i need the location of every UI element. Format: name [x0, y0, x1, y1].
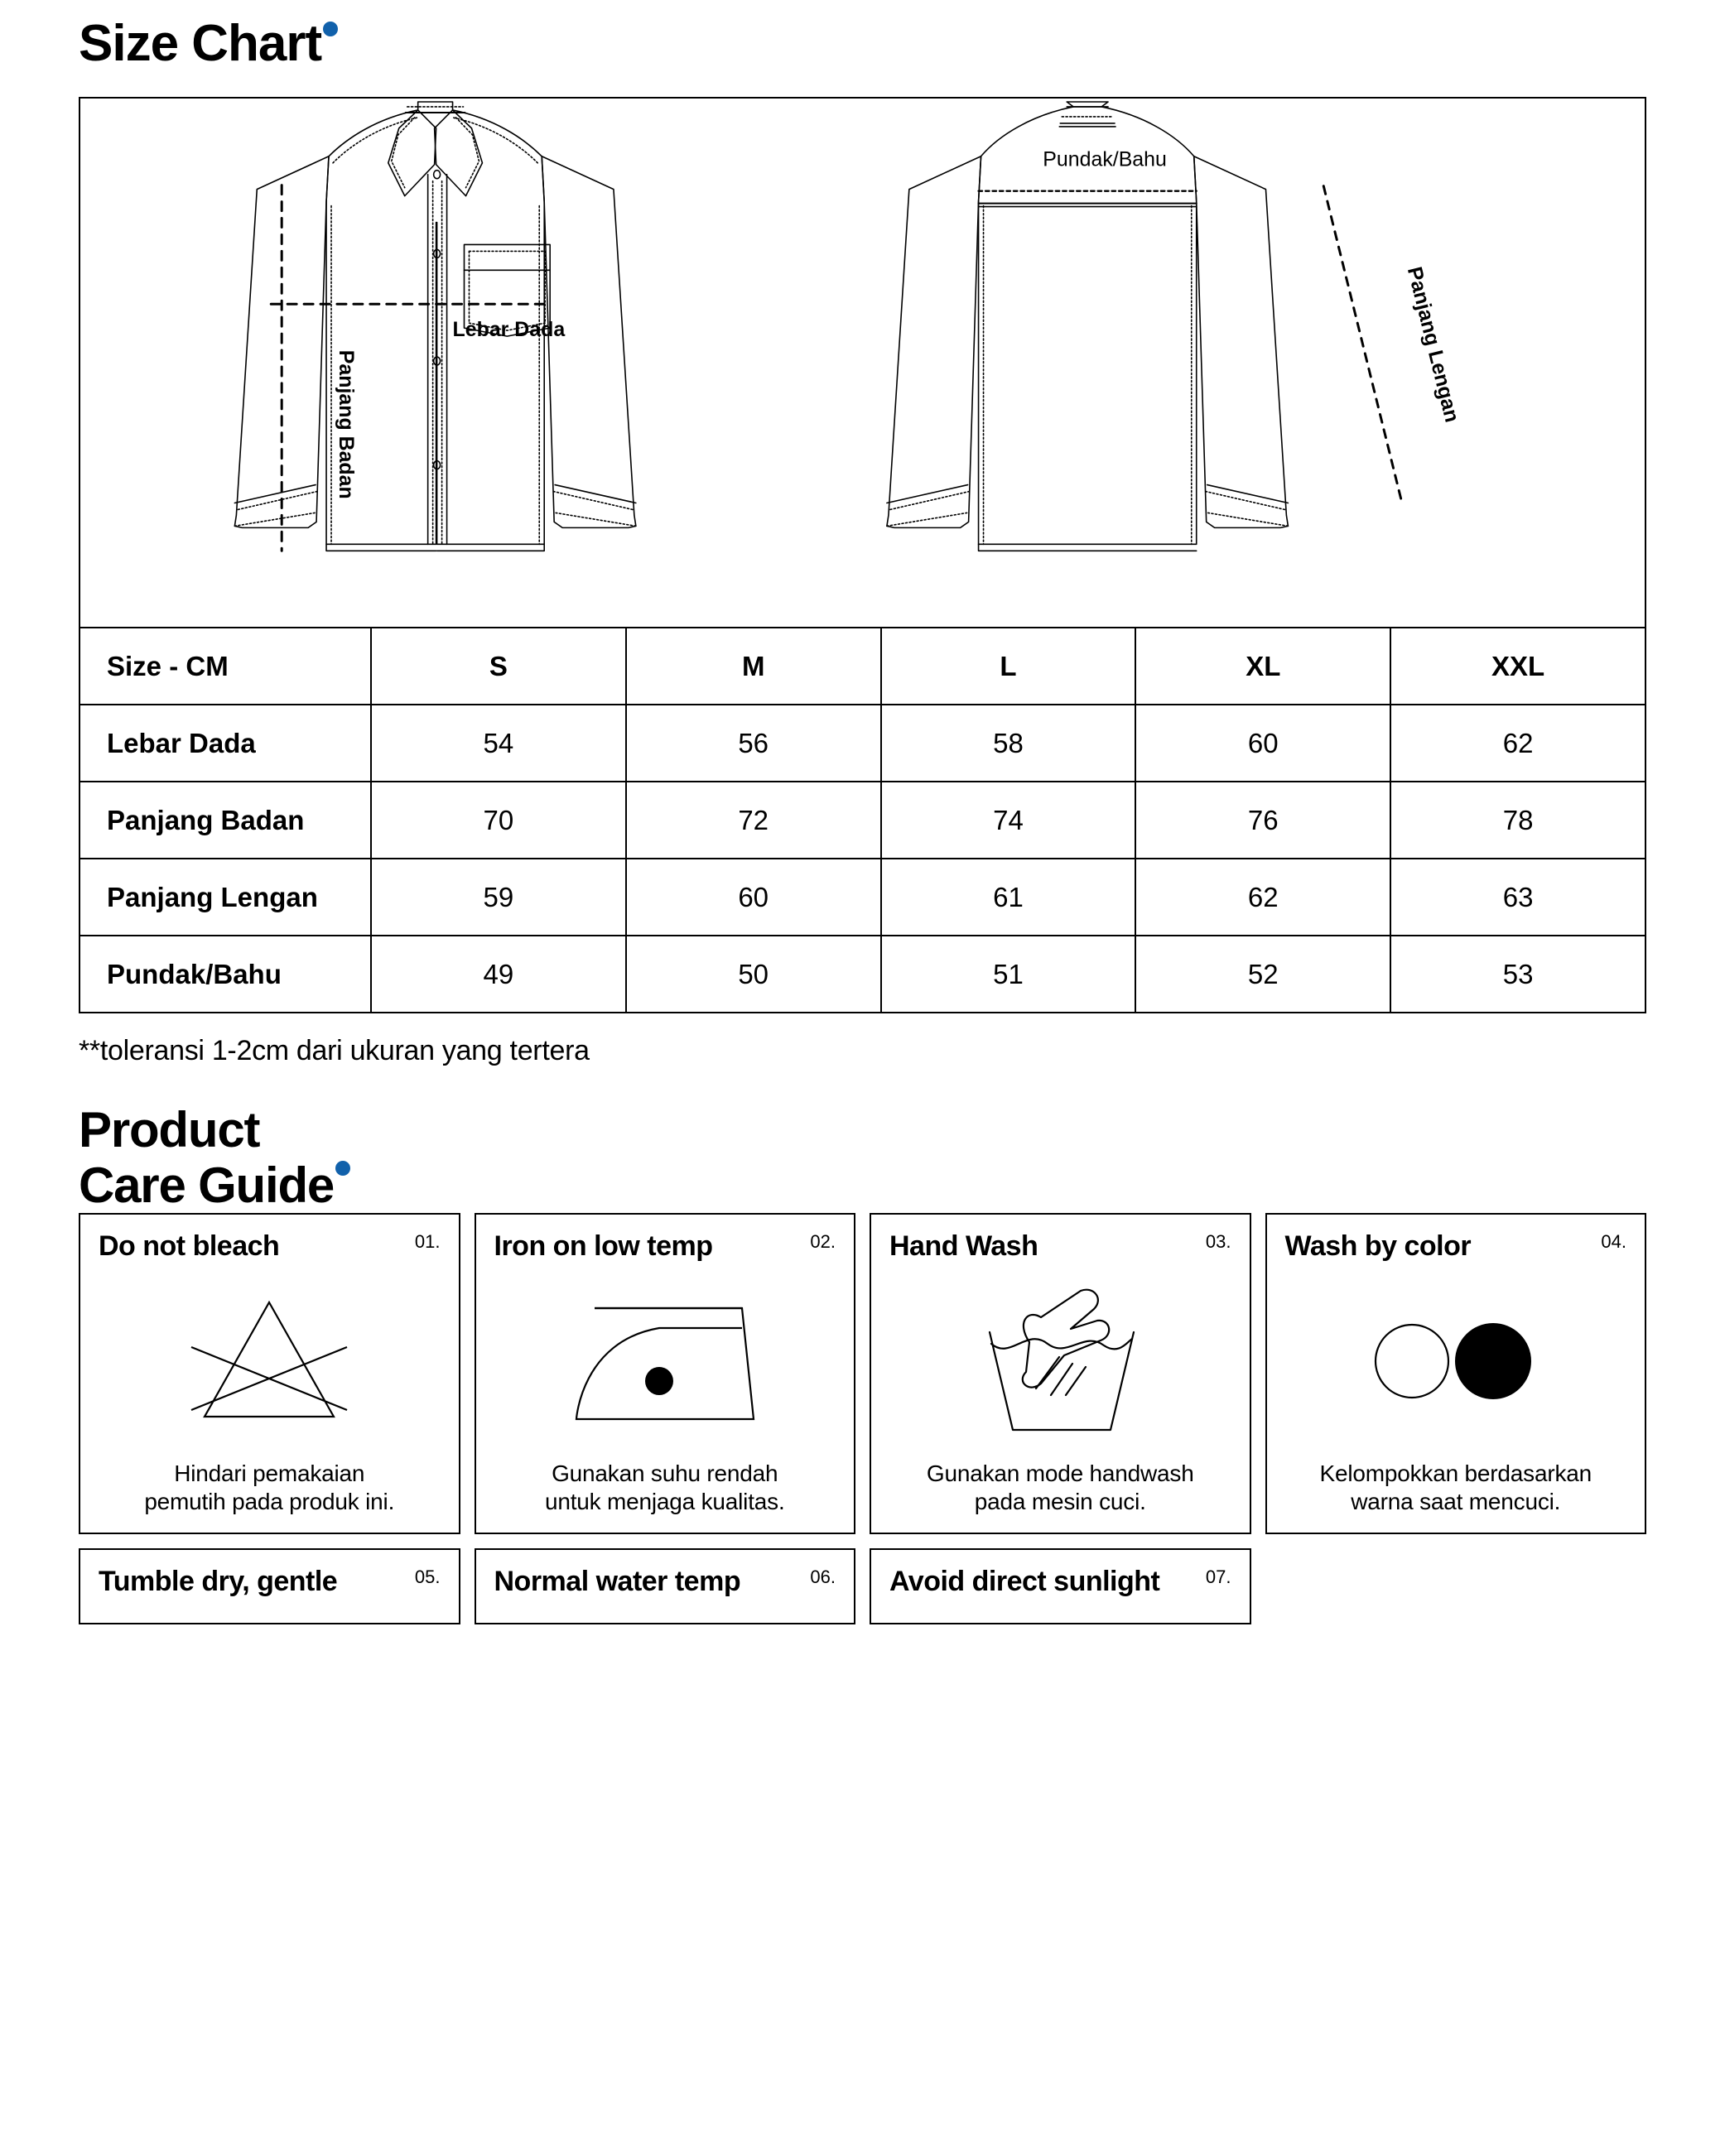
table-row [80, 859, 1645, 936]
size-table [79, 627, 1646, 1013]
table-size-header: M [626, 628, 881, 705]
care-card[interactable] [870, 1548, 1251, 1624]
accent-dot-icon [323, 22, 338, 36]
iron-low-temp-icon [561, 1295, 769, 1427]
care-card-icon-wrap [99, 1263, 441, 1460]
care-card-placeholder [1265, 1548, 1647, 1870]
care-guide-section [79, 1102, 1646, 1870]
table-cell: 70 [371, 782, 626, 859]
table-header-row [80, 628, 1645, 705]
table-cell: 74 [881, 782, 1136, 859]
table-row [80, 936, 1645, 1013]
care-card-icon-wrap [494, 1263, 836, 1460]
table-cell: 50 [626, 936, 881, 1013]
care-card[interactable] [475, 1213, 856, 1534]
care-card-number: 06. [810, 1566, 836, 1588]
care-card-title: Avoid direct sunlight [889, 1566, 1160, 1598]
table-cell: 53 [1390, 936, 1645, 1013]
hand-wash-icon [965, 1284, 1155, 1437]
table-cell: 58 [881, 705, 1136, 782]
table-cell: 78 [1390, 782, 1645, 859]
care-card-description: Gunakan mode handwash pada mesin cuci. [926, 1461, 1194, 1515]
table-measure-label: Panjang Badan [80, 782, 371, 859]
label-pundak-bahu: Pundak/Bahu [1043, 147, 1167, 171]
table-cell: 56 [626, 705, 881, 782]
table-cell: 61 [881, 859, 1136, 936]
tolerance-note: **toleransi 1-2cm dari ukuran yang tertera [79, 1035, 590, 1066]
table-cell: 62 [1135, 859, 1390, 936]
table-cell: 72 [626, 782, 881, 859]
table-cell: 60 [1135, 705, 1390, 782]
table-size-header: XL [1135, 628, 1390, 705]
care-card-title: Normal water temp [494, 1566, 741, 1598]
table-cell: 52 [1135, 936, 1390, 1013]
care-card-title: Do not bleach [99, 1230, 280, 1263]
care-card-icon-wrap [889, 1263, 1231, 1460]
table-size-header: XXL [1390, 628, 1645, 705]
care-card[interactable] [79, 1213, 460, 1534]
table-cell: 51 [881, 936, 1136, 1013]
care-card[interactable] [1265, 1213, 1647, 1534]
table-size-header: L [881, 628, 1136, 705]
care-card-title: Iron on low temp [494, 1230, 713, 1263]
care-guide-heading [79, 1102, 1646, 1213]
care-card-description: Hindari pemakaian pemutih pada produk ini. [144, 1461, 395, 1515]
care-card[interactable] [870, 1213, 1251, 1534]
care-card-description: Kelompokkan berdasarkan warna saat mencuci. [1319, 1461, 1592, 1515]
table-measure-label: Panjang Lengan [80, 859, 371, 936]
table-cell: 60 [626, 859, 881, 936]
shirt-technical-drawing [80, 99, 1645, 627]
table-size-header: S [371, 628, 626, 705]
care-heading-line1: Product [79, 1102, 260, 1157]
table-cell: 76 [1135, 782, 1390, 859]
label-panjang-lengan: Panjang Lengan [1402, 264, 1464, 425]
care-card[interactable] [475, 1548, 856, 1624]
care-card-number: 02. [810, 1231, 836, 1253]
label-lebar-dada: Lebar Dada [452, 318, 566, 342]
care-card-icon-wrap [1285, 1263, 1627, 1460]
care-card-number: 07. [1205, 1566, 1231, 1588]
table-cell: 49 [371, 936, 626, 1013]
care-card-title: Wash by color [1284, 1230, 1472, 1263]
label-panjang-badan: Panjang Badan [334, 349, 358, 499]
page-title [79, 0, 338, 70]
table-measure-label: Pundak/Bahu [80, 936, 371, 1013]
care-card-description: Gunakan suhu rendah untuk menjaga kualitas. [544, 1461, 785, 1515]
do-not-bleach-icon [170, 1291, 369, 1432]
care-card-grid [79, 1213, 1646, 1870]
accent-dot-icon [335, 1161, 350, 1176]
table-cell: 54 [371, 705, 626, 782]
care-card-number: 01. [414, 1231, 441, 1253]
wash-by-color-icon [1361, 1311, 1551, 1411]
table-corner-label: Size - CM [80, 628, 371, 705]
care-card-title: Tumble dry, gentle [99, 1566, 338, 1598]
care-card-title: Hand Wash [889, 1230, 1038, 1263]
care-card-number: 03. [1205, 1231, 1231, 1253]
table-measure-label: Lebar Dada [80, 705, 371, 782]
table-cell: 63 [1390, 859, 1645, 936]
care-heading-line2: Care Guide [79, 1157, 335, 1214]
page-title-text: Size Chart [79, 15, 322, 72]
care-card-number: 04. [1601, 1231, 1626, 1253]
shirt-illustration-frame [79, 97, 1646, 627]
table-row [80, 782, 1645, 859]
table-cell: 59 [371, 859, 626, 936]
care-card-number: 05. [414, 1566, 441, 1588]
care-card[interactable] [79, 1548, 460, 1624]
table-row [80, 705, 1645, 782]
shirt-front-view [234, 102, 635, 551]
table-cell: 62 [1390, 705, 1645, 782]
